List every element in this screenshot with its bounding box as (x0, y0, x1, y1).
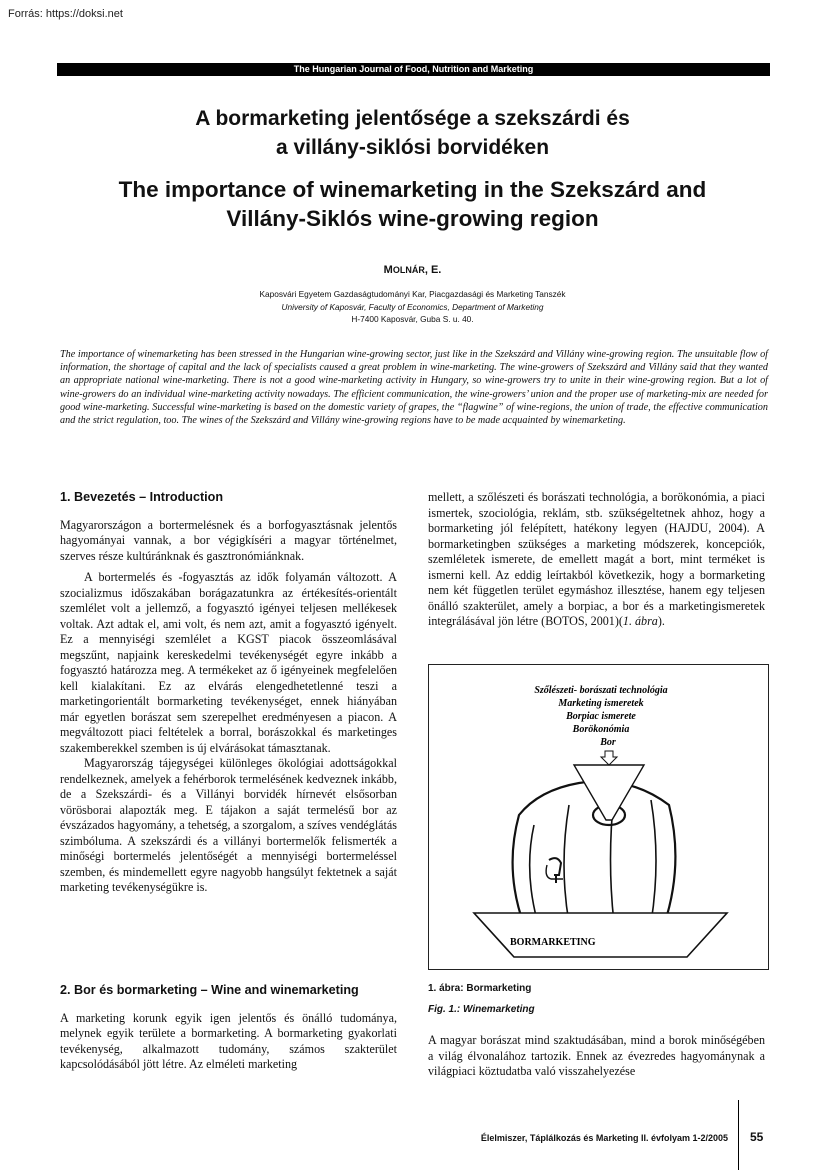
left-column-lower (60, 983, 397, 1073)
title-en-line-2: Villány-Siklós wine-growing region (226, 206, 599, 231)
source-label: Forrás: https://doksi.net (8, 8, 123, 20)
footer-journal: Élelmiszer, Táplálkozás és Marketing II. évfolyam 1-2/2005 (480, 1133, 728, 1143)
figure-input-2: Marketing ismeretek (558, 698, 644, 709)
section-1-paragraph-1: Magyarországon a bortermelésnek és a borfogyasztásnak jelentős hagyományai vannak, a bor végigkíséri a magyar történelmet, szerves része kultúránknak és gasztronómiánknak. (60, 517, 397, 563)
section-1-paragraph-2: A bortermelés és -fogyasztás az idők folyamán változott. A szocializmus időszakában borágazatunkra az értékesítés-orientált szemlélet volt a jellemző, a fogyasztó igényei teljesen mellékesek voltak. Azt adtak el, ami volt, és nem azt, amit a fogyasztó igényelt. Ez a mennyiségi szemlélet a KGST piacok összeomlásával megszűnt, napjaink kereskedelmi tevékenységét egyre inkább a fogyasztó határozza meg. A termékeket az ő igényeinek megfelelően kell kialakítani. Ez az elvárás elengedhetetlenné teszi a marketingorientált bormarketing tevékenységet, ennek hiányában már egyetlen borászat sem szerepelhet eredményesen a piacon. A megváltozott piaci feltételek a borral, borászokkal és marketinges szakemberekkel szemben is új elvárásokat támasztanak. (60, 570, 397, 755)
title-english (60, 175, 765, 233)
section-2-continuation (428, 490, 765, 630)
title-hu-line-2: a villány-siklósi borvidéken (275, 136, 550, 159)
affiliation (60, 288, 765, 326)
figure-reference-text: 1. ábra (622, 614, 658, 628)
figure-1 (428, 664, 769, 970)
page-number: 55 (750, 1130, 764, 1144)
continuation-end: ). (657, 614, 665, 628)
continuation-text: mellett, a szőlészeti és borászati technológia, a borökonómia, a piaci ismertek, szociológia, reklám, stb. szükségeltetnek ahhoz, hogy a bormarketing jól felépített, hatékony legyen (HAJDU, 2004). A bormarketingben szükséges a marketing módszerek, koncepciók, szemléletek ismerete, de emellett magát a bort, mint terméket is ismerni kell. Az eddig leírtakból következik, hogy a bormarketing nem két független terület egymáshoz illesztése, hanem egy teljesen önálló szakterület, amely a borpiac, a bor és a marketingismeretek integrálásával jön létre (BOTOS, 2001)( (428, 490, 765, 628)
affiliation-address: H-7400 Kaposvár, Guba S. u. 40. (351, 314, 474, 324)
figure-illustration (429, 665, 768, 969)
section-2-paragraph-right: A magyar borászat mind szaktudásában, mind a borok minőségében a világ élvonalához tartozik. Ennek az évezredes hagyománynak a világpiaci köztudatba való visszahelyezése (428, 1033, 765, 1078)
title-hungarian (60, 104, 765, 162)
section-2-paragraph-1: A marketing korunk egyik igen jelentős és önálló tudománya, melynek egyik területe a bormarketing. A bormarketing gyakorlati tevékenység, alkalmazott tudomány, számos szakterület kapcsolódásából jött létre. Az elméleti marketing (60, 1010, 397, 1071)
section-1-heading: 1. Bevezetés – Introduction (60, 490, 224, 504)
author-initial: M (383, 264, 393, 276)
author-surname: OLNÁR (392, 265, 425, 275)
section-1-paragraph-3: Magyarország tájegységei különleges ökológiai adottságokkal rendelkeznek, amelyek a fehérborok termelésének kedveznek inkább, de a Szekszárdi- és a Villányi borvidék hírnevét elsősorban vörösborai alapozták meg. E tájakon a saját termelésű bor az évszázados hagyomány, a tehetség, a szorgalom, a szíves vendéglátás szimbóluma. A szekszárdi és a villányi bortermelők felismerték a minőségi bortermelés jelentőségét a mennyiségi bortermeléssel szemben, és mindemellett egyre nagyobb hangsúlyt fektetnek a saját marketing tevékenységükre is. (60, 756, 397, 894)
trough-shape (474, 913, 727, 957)
figure-output-label: BORMARKETING (510, 937, 596, 948)
right-column-bottom (428, 1033, 765, 1080)
figure-input-5: Bor (600, 737, 616, 748)
figure-caption-en: Fig. 1.: Winemarketing (428, 1004, 535, 1015)
title-hu-line-1: A bormarketing jelentősége a szekszárdi és (195, 107, 630, 130)
left-column (60, 490, 397, 896)
figure-input-4: Borökonómia (572, 724, 630, 735)
funnel-shape (574, 765, 644, 820)
figure-caption-hu: 1. ábra: Bormarketing (428, 983, 532, 994)
section-2-heading: 2. Bor és bormarketing – Wine and winemarketing (60, 983, 359, 997)
figure-input-1: Szőlészeti- borászati technológia (534, 685, 668, 696)
figure-input-3: Borpiac ismerete (566, 711, 636, 722)
footer-divider (738, 1100, 739, 1170)
affiliation-hu: Kaposvári Egyetem Gazdaságtudományi Kar, Piacgazdasági és Marketing Tanszék (259, 289, 566, 299)
barrel-illustration (513, 781, 676, 925)
journal-header: The Hungarian Journal of Food, Nutrition and Marketing (57, 63, 770, 76)
author (60, 264, 765, 276)
right-column-top (428, 490, 765, 630)
author-suffix: , E. (424, 264, 442, 276)
affiliation-en: University of Kaposvár, Faculty of Economics, Department of Marketing (281, 301, 544, 312)
down-arrow-icon (601, 751, 617, 765)
title-en-line-1: The importance of winemarketing in the Szekszárd and (118, 177, 707, 202)
abstract: The importance of winemarketing has been stressed in the Hungarian wine-growing sector, just like in the Szekszárd and Villány wine-growing region. The unsuitable flow of information, the shortage of capital and the lack of specialists caused a great problem in wine-marketing. The wine-growers of Szekszárd and Villány said that they wanted an appropriate national wine-marketing. There is not a good wine-marketing activity in Hungary, so wine-growers try to unite in their wine-growing region. But a lot of wine-growers do an individual wine-marketing activity nowadays. The efficient communication, the wine-growers’ union and the proper use of marketing-mix are needed for good wine-marketing. Successful wine-marketing is based on the domestic variety of grapes, the “flagwine” of wine-regions, the union of trade, the effective communication and the strict regulation, too. The wines of the Szekszárd and Villány wine-growing regions have to be made acquainted by winemarketing. (60, 349, 768, 427)
